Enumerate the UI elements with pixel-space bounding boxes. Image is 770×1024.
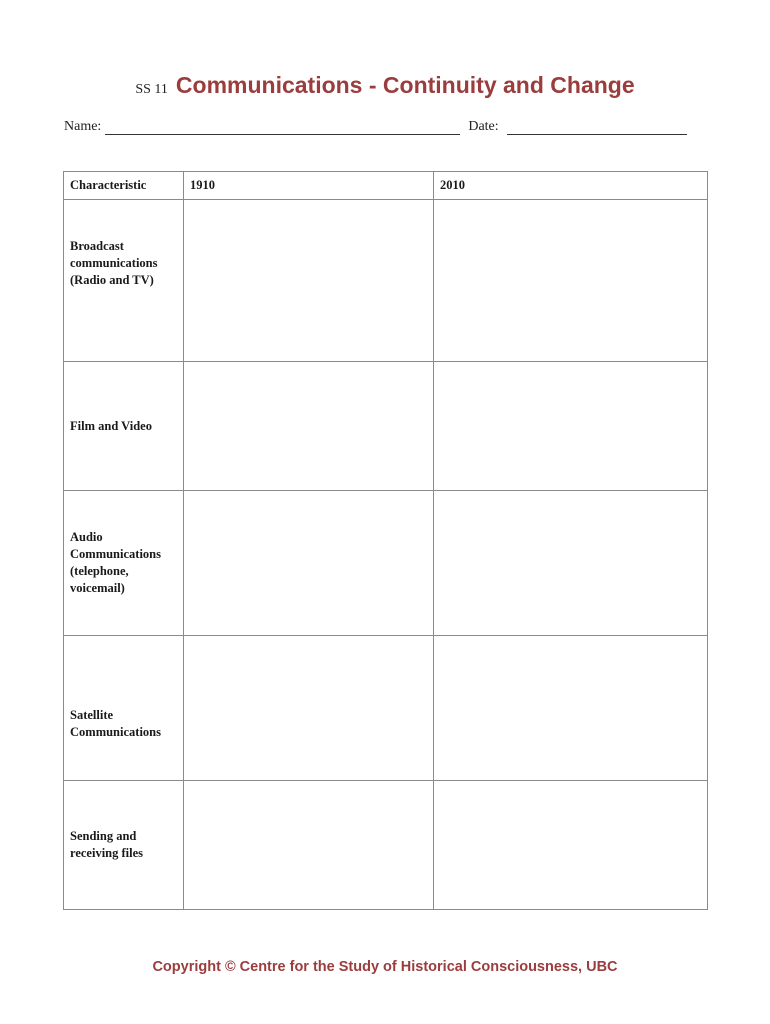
page-title xyxy=(0,72,770,99)
row-label xyxy=(64,636,184,781)
cell-2010[interactable] xyxy=(434,781,708,910)
cell-2010[interactable] xyxy=(434,491,708,636)
table-header-row xyxy=(64,172,708,200)
comparison-table xyxy=(63,171,708,910)
copyright-footer: Copyright © Centre for the Study of Historical Consciousness, UBC xyxy=(152,959,618,975)
table-row xyxy=(64,200,708,362)
row-label-text: Satellite Communications xyxy=(70,708,161,739)
cell-2010[interactable] xyxy=(434,200,708,362)
row-label-text: Broadcast communications (Radio and TV) xyxy=(70,239,158,287)
course-code: SS 11 xyxy=(135,82,168,97)
cell-1910[interactable] xyxy=(184,491,434,636)
row-label xyxy=(64,781,184,910)
date-blank[interactable] xyxy=(507,120,687,135)
row-label-text: Film and Video xyxy=(70,418,152,433)
cell-2010[interactable] xyxy=(434,362,708,491)
table-row xyxy=(64,491,708,636)
name-label: Name: xyxy=(64,119,102,134)
table-row xyxy=(64,781,708,910)
cell-1910[interactable] xyxy=(184,636,434,781)
name-date-line xyxy=(64,119,704,135)
worksheet-title: Communications - Continuity and Change xyxy=(175,72,635,98)
cell-1910[interactable] xyxy=(184,781,434,910)
row-label xyxy=(64,200,184,362)
row-label xyxy=(64,362,184,491)
cell-1910[interactable] xyxy=(184,362,434,491)
row-label-text: Audio Communications (telephone, voicemail) xyxy=(70,530,161,595)
name-blank[interactable] xyxy=(105,120,460,135)
header-1910: 1910 xyxy=(184,172,434,200)
header-2010: 2010 xyxy=(434,172,708,200)
table-row xyxy=(64,636,708,781)
table-row xyxy=(64,362,708,491)
cell-1910[interactable] xyxy=(184,200,434,362)
header-characteristic: Characteristic xyxy=(64,172,184,200)
row-label-text: Sending and receiving files xyxy=(70,829,144,860)
cell-2010[interactable] xyxy=(434,636,708,781)
row-label xyxy=(64,491,184,636)
date-label: Date: xyxy=(468,119,499,134)
